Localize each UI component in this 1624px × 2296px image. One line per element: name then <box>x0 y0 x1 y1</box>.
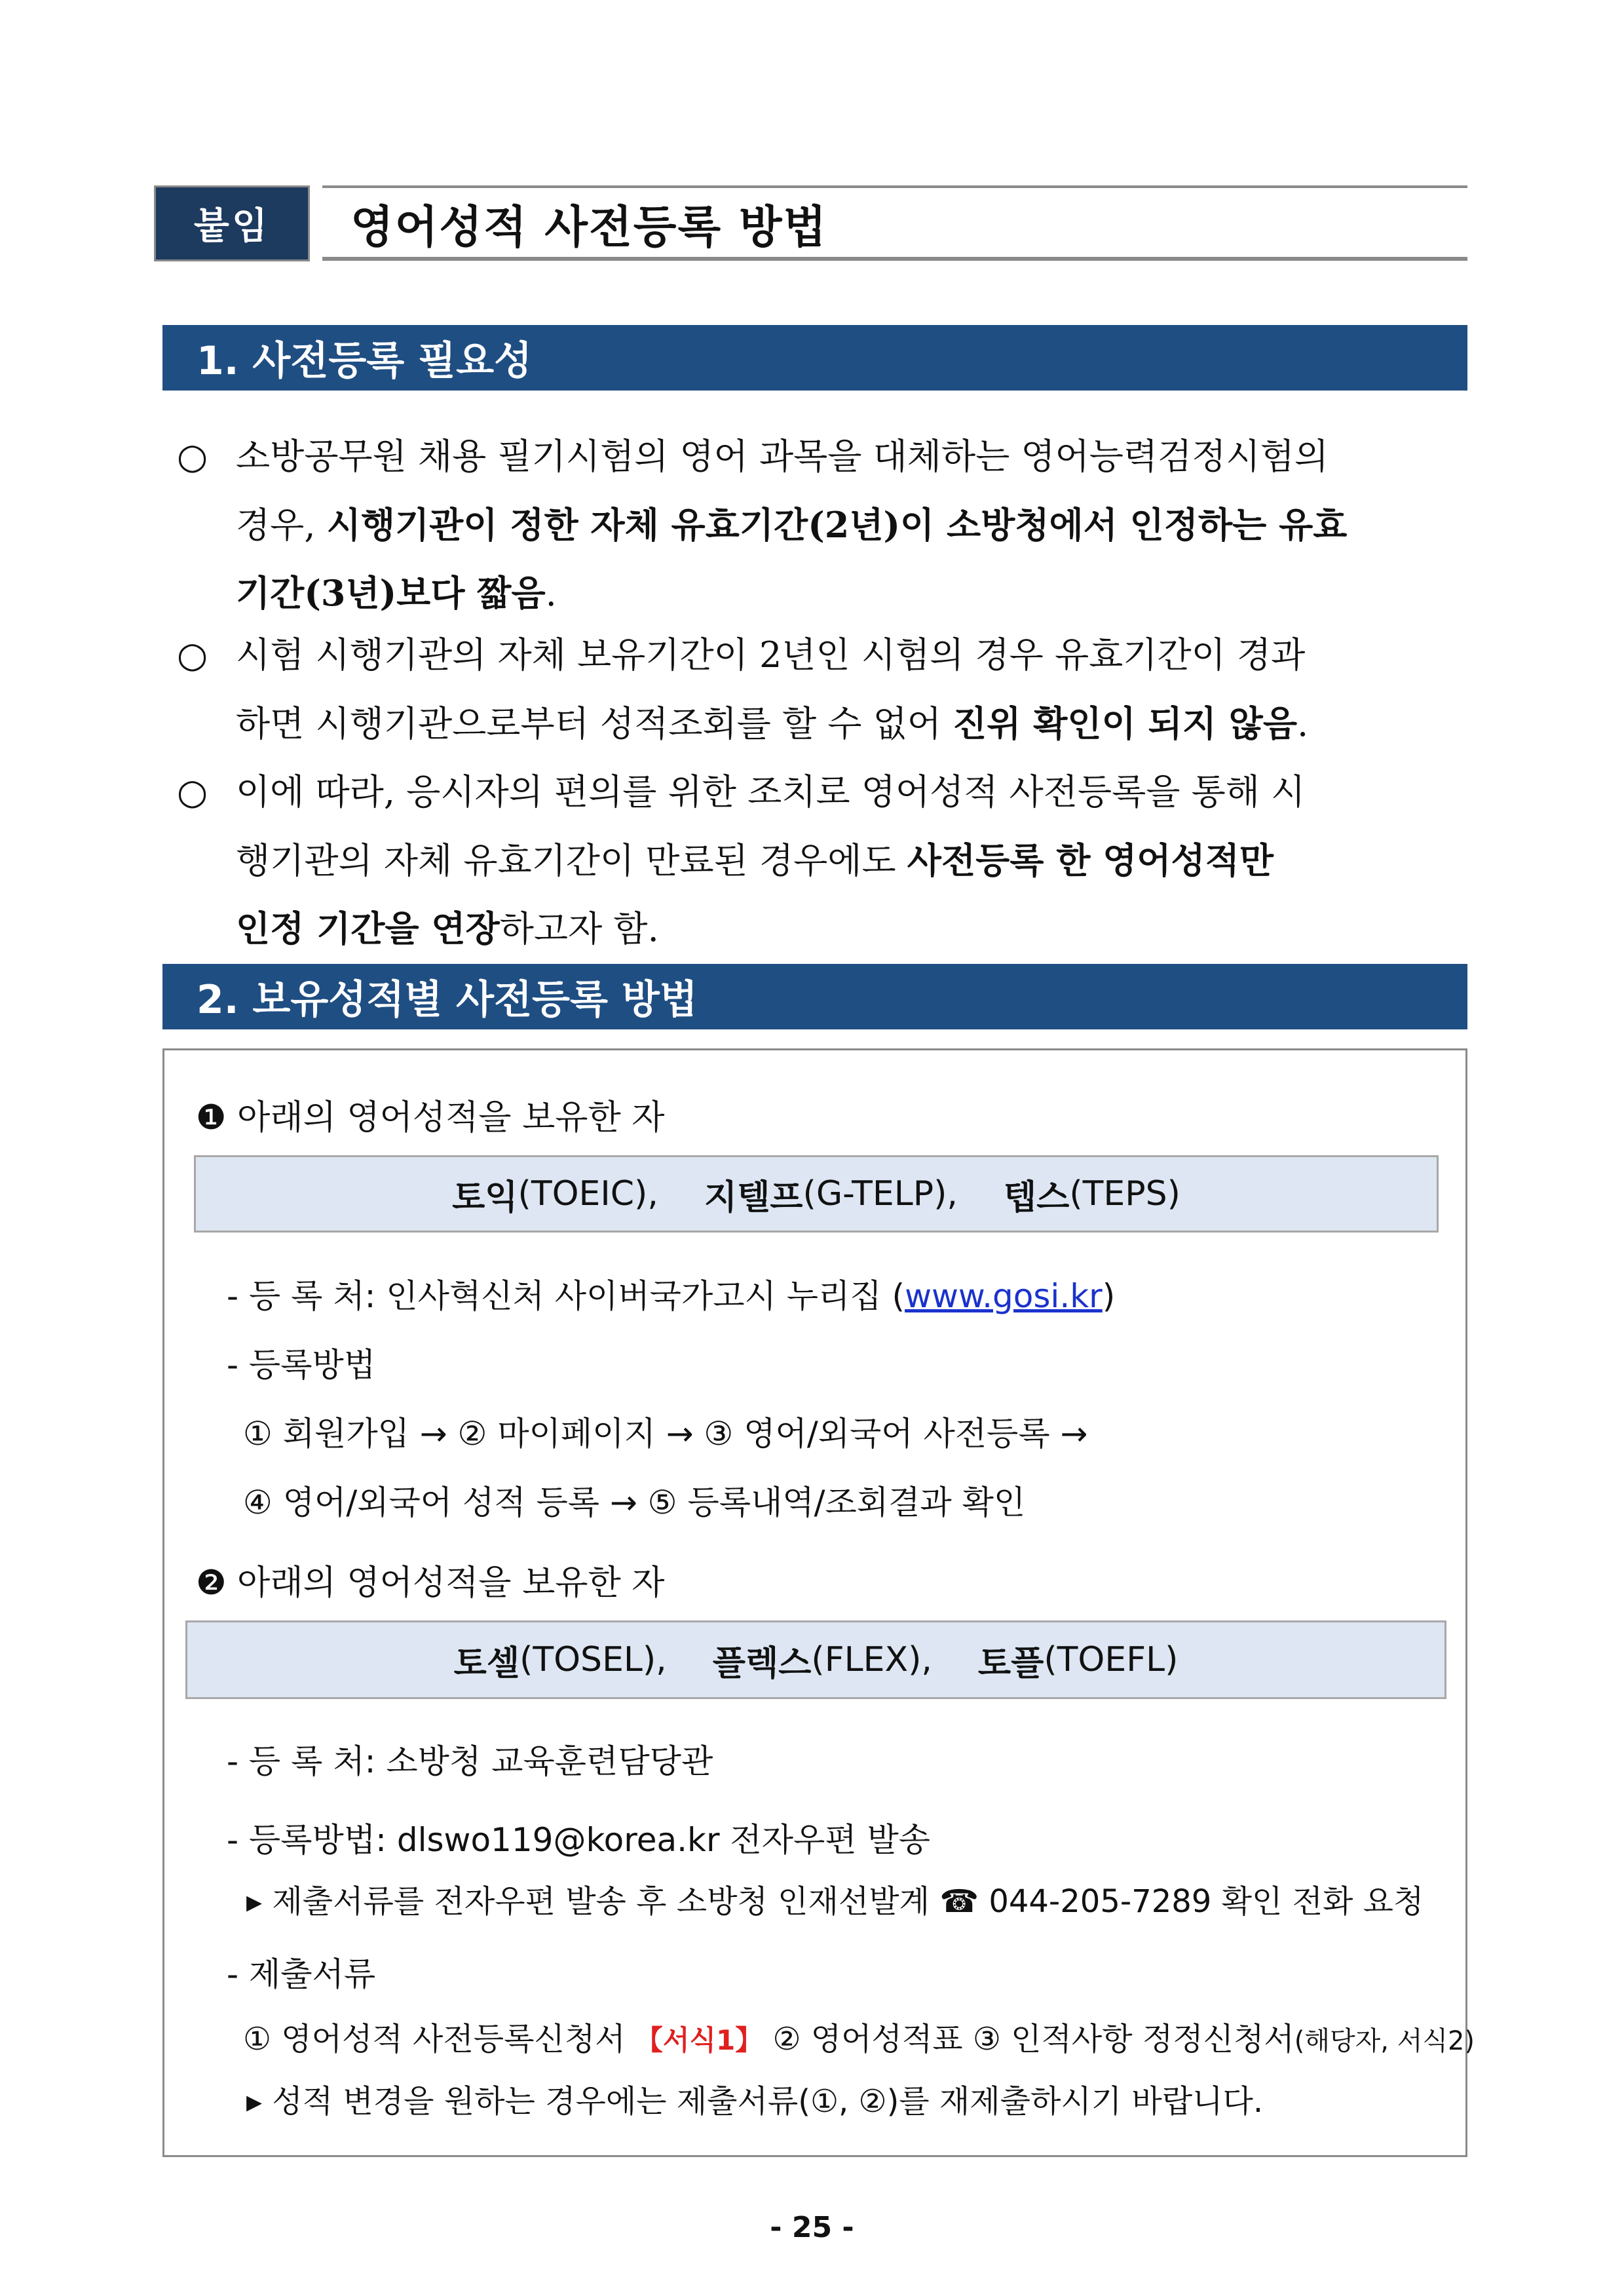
bullet-text: 행기관의 자체 유효기간이 만료된 경우에도 사전등록 한 영어성적만 <box>236 839 1274 881</box>
attachment-tag: 붙임 <box>154 185 310 261</box>
bullet-mark: ○ <box>177 634 208 676</box>
bullet-emphasis: 사전등록 한 영어성적만 <box>907 839 1274 881</box>
gosi-link[interactable]: www.gosi.kr <box>905 1277 1103 1315</box>
section1-heading: 1. 사전등록 필요성 <box>162 325 1467 391</box>
group2-note2: ▸ 성적 변경을 원하는 경우에는 제출서류(①, ②)를 재제출하시기 바랍니다. <box>246 2083 1264 2120</box>
bullet-3 <box>177 758 1477 968</box>
test-name: 플렉스 <box>712 1643 812 1683</box>
bullet-text: 경우, 시행기관이 정한 자체 유효기간(2년)이 소방청에서 인정하는 유효 <box>236 504 1348 546</box>
bullet-text: 이에 따라, 응시자의 편의를 위한 조치로 영어성적 사전등록을 통해 시 <box>236 771 1306 813</box>
page-number: - 25 - <box>770 2211 854 2244</box>
group2-docs: ① 영어성적 사전등록신청서 【서식1】 ② 영어성적표 ③ 인적사항 정정신청서(해당자, 서식2) <box>243 2021 1475 2057</box>
triangle-right-icon: ▸ <box>246 2083 263 2120</box>
test-name: 지텔프 <box>704 1177 803 1217</box>
bullet-emphasis: 기간(3년)보다 짧음 <box>236 572 546 614</box>
test-name: 토익 <box>452 1177 518 1217</box>
bullet-1 <box>177 423 1477 632</box>
test-name: 텝스 <box>1003 1177 1070 1217</box>
bullet-emphasis: 인정 기간을 연장 <box>236 908 500 949</box>
triangle-right-icon: ▸ <box>246 1883 263 1920</box>
header-rule-bottom <box>322 257 1467 261</box>
group2-place: - 등 록 처: 소방청 교육훈련담당관 <box>227 1742 713 1780</box>
group2-tests-highlight: 토셀 (TOSEL), 플렉스 (FLEX), 토플 (TOEFL) <box>185 1620 1446 1699</box>
group1-place: - 등 록 처: 인사혁신처 사이버국가고시 누리집 (www.gosi.kr) <box>227 1277 1116 1315</box>
bullet-text: 소방공무원 채용 필기시험의 영어 과목을 대체하는 영어능력검정시험의 <box>236 436 1329 477</box>
bullet-mark: ○ <box>177 771 208 813</box>
bullet-text: 하면 시행기관으로부터 성적조회를 할 수 없어 진위 확인이 되지 않음. <box>236 702 1309 744</box>
form1-label: 【서식1】 <box>635 2024 763 2056</box>
group1-heading: ❶ 아래의 영어성적을 보유한 자 <box>196 1098 665 1138</box>
group1-steps-line2: ④ 영어/외국어 성적 등록 → ⑤ 등록내역/조회결과 확인 <box>243 1483 1026 1521</box>
bullet-text: 시험 시행기관의 자체 보유기간이 2년인 시험의 경우 유효기간이 경과 <box>236 634 1306 676</box>
page-title: 영어성적 사전등록 방법 <box>350 202 828 254</box>
bullet-text: 기간(3년)보다 짧음. <box>236 572 557 614</box>
bullet-emphasis: 진위 확인이 되지 않음 <box>953 702 1297 744</box>
group1-method-label: - 등록방법 <box>227 1346 376 1384</box>
header-rule-top <box>322 185 1467 188</box>
number-1-icon: ❶ <box>196 1098 227 1138</box>
group2-method: - 등록방법: dlswo119@korea.kr 전자우편 발송 <box>227 1821 931 1859</box>
registration-box <box>162 1048 1475 2157</box>
group2-heading: ❷ 아래의 영어성적을 보유한 자 <box>196 1563 665 1603</box>
bullet-text: 인정 기간을 연장하고자 함. <box>236 908 659 949</box>
section2-heading: 2. 보유성적별 사전등록 방법 <box>162 964 1467 1029</box>
group1-tests-highlight: 토익 (TOEIC), 지텔프 (G-TELP), 텝스 (TEPS) <box>194 1155 1439 1233</box>
test-name: 토셀 <box>453 1643 520 1683</box>
bullet-2 <box>177 621 1477 765</box>
group2-note1: ▸ 제출서류를 전자우편 발송 후 소방청 인재선발계 ☎ 044-205-7289 확인 전화 요청 <box>246 1883 1424 1920</box>
group2-docs-label: - 제출서류 <box>227 1955 376 1993</box>
test-name: 토플 <box>977 1643 1044 1683</box>
group1-steps-line1: ① 회원가입 → ② 마이페이지 → ③ 영어/외국어 사전등록 → <box>243 1415 1088 1453</box>
bullet-mark: ○ <box>177 436 208 477</box>
number-2-icon: ❷ <box>196 1563 227 1603</box>
bullet-emphasis: 시행기관이 정한 자체 유효기간(2년)이 소방청에서 인정하는 유효 <box>326 504 1348 546</box>
